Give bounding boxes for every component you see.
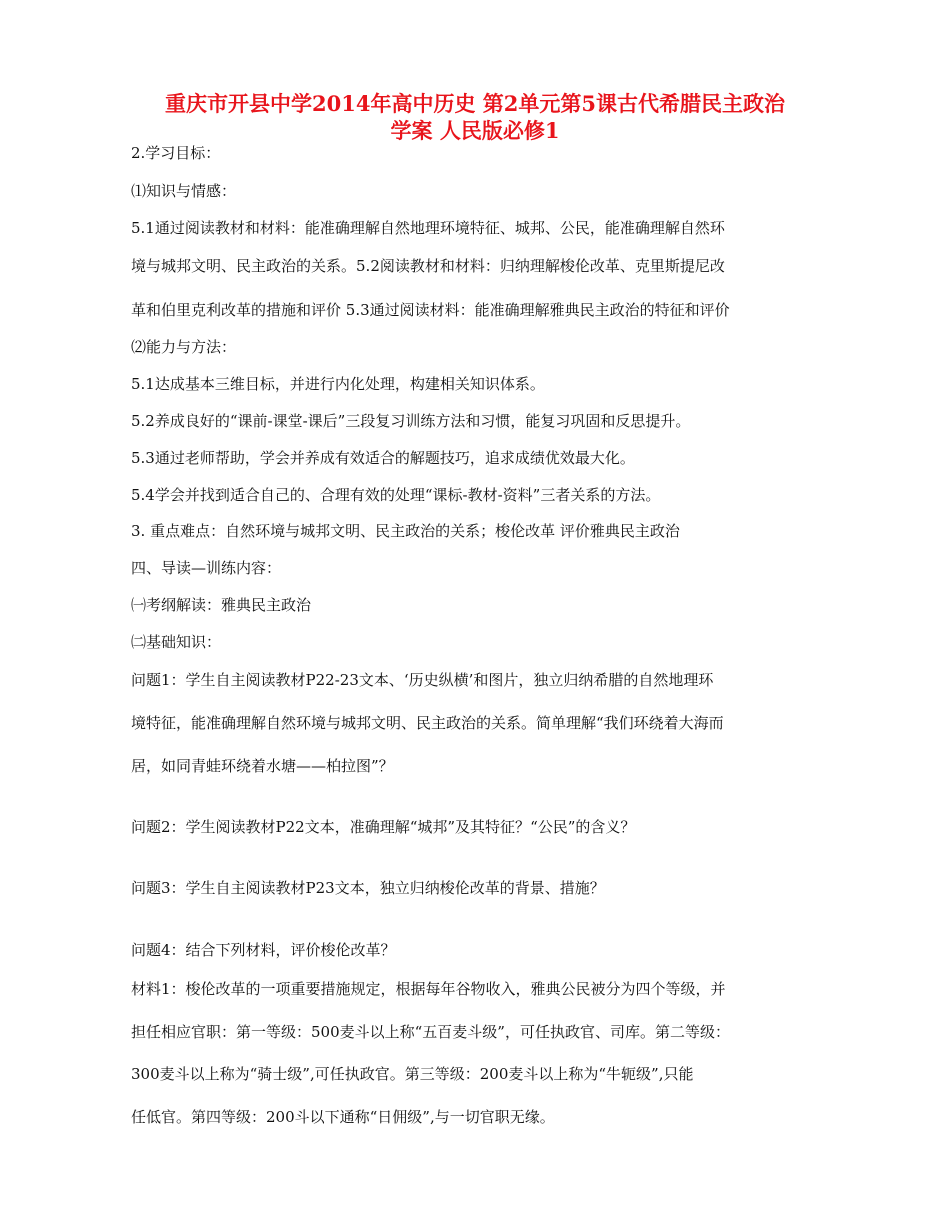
subsection-basic-knowledge: ㈡基础知识：	[131, 633, 222, 651]
material-line: 材料1：梭伦改革的一项重要措施规定，根据每年谷物收入，雅典公民被分为四个等级，并	[131, 980, 726, 998]
material-line: 任低官。第四等级：200斗以下通称“日佣级”,与一切官职无缘。	[131, 1108, 555, 1126]
material-line: 300麦斗以上称为“骑士级”,可任执政官。第三等级：200麦斗以上称为“牛轭级”,只能	[131, 1065, 694, 1083]
document-title-line-1: 重庆市开县中学2014年高中历史 第2单元第5课古代希腊民主政治	[165, 91, 785, 116]
paragraph-line: 革和伯里克利改革的措施和评价 5.3通过阅读材料：能准确理解雅典民主政治的特征和评价	[131, 301, 730, 319]
paragraph-line: 5.4学会并找到适合自己的、合理有效的处理“课标-教材-资料”三者关系的方法。	[131, 486, 661, 504]
question-line: 居，如同青蛙环绕着水塘——柏拉图”？	[131, 757, 394, 775]
paragraph-line: 5.3通过老师帮助，学会并养成有效适合的解题技巧，追求成绩优效最大化。	[131, 449, 635, 467]
subsection-ability-method: ⑵能力与方法：	[131, 338, 237, 356]
question-line: 问题4：结合下列材料，评价梭伦改革？	[131, 941, 396, 959]
document-title-line-2: 学案 人民版必修1	[390, 118, 560, 143]
question-line: 问题1：学生自主阅读教材P22-23文本、‘历史纵横’和图片，独立归纳希腊的自然地理环	[131, 671, 714, 689]
question-line: 问题3：学生自主阅读教材P23文本，独立归纳梭伦改革的背景、措施？	[131, 879, 605, 897]
section-guided-reading: 四、导读—训练内容：	[131, 559, 282, 577]
subsection-knowledge-emotion: ⑴知识与情感：	[131, 182, 237, 200]
paragraph-line: 境与城邦文明、民主政治的关系。5.2阅读教材和材料：归纳理解梭伦改革、克里斯提尼改	[131, 257, 725, 275]
paragraph-line: 5.1达成基本三维目标，并进行内化处理，构建相关知识体系。	[131, 375, 545, 393]
question-line: 问题2：学生阅读教材P22文本，准确理解“城邦”及其特征？“公民”的含义？	[131, 818, 636, 836]
material-line: 担任相应官职：第一等级：500麦斗以上称“五百麦斗级”，可任执政官、司库。第二等级：	[131, 1023, 730, 1041]
section-key-points: 3. 重点难点：自然环境与城邦文明、民主政治的关系；梭伦改革 评价雅典民主政治	[131, 522, 680, 540]
question-line: 境特征，能准确理解自然环境与城邦文明、民主政治的关系。简单理解“我们环绕着大海而	[131, 714, 724, 732]
paragraph-line: 5.1通过阅读教材和材料：能准确理解自然地理环境特征、城邦、公民，能准确理解自然环	[131, 219, 725, 237]
paragraph-line: 5.2养成良好的“课前-课堂-课后”三段复习训练方法和习惯，能复习巩固和反思提升。	[131, 412, 691, 430]
subsection-exam-outline: ㈠考纲解读：雅典民主政治	[131, 596, 312, 614]
section-learning-objectives: 2.学习目标：	[131, 144, 221, 162]
